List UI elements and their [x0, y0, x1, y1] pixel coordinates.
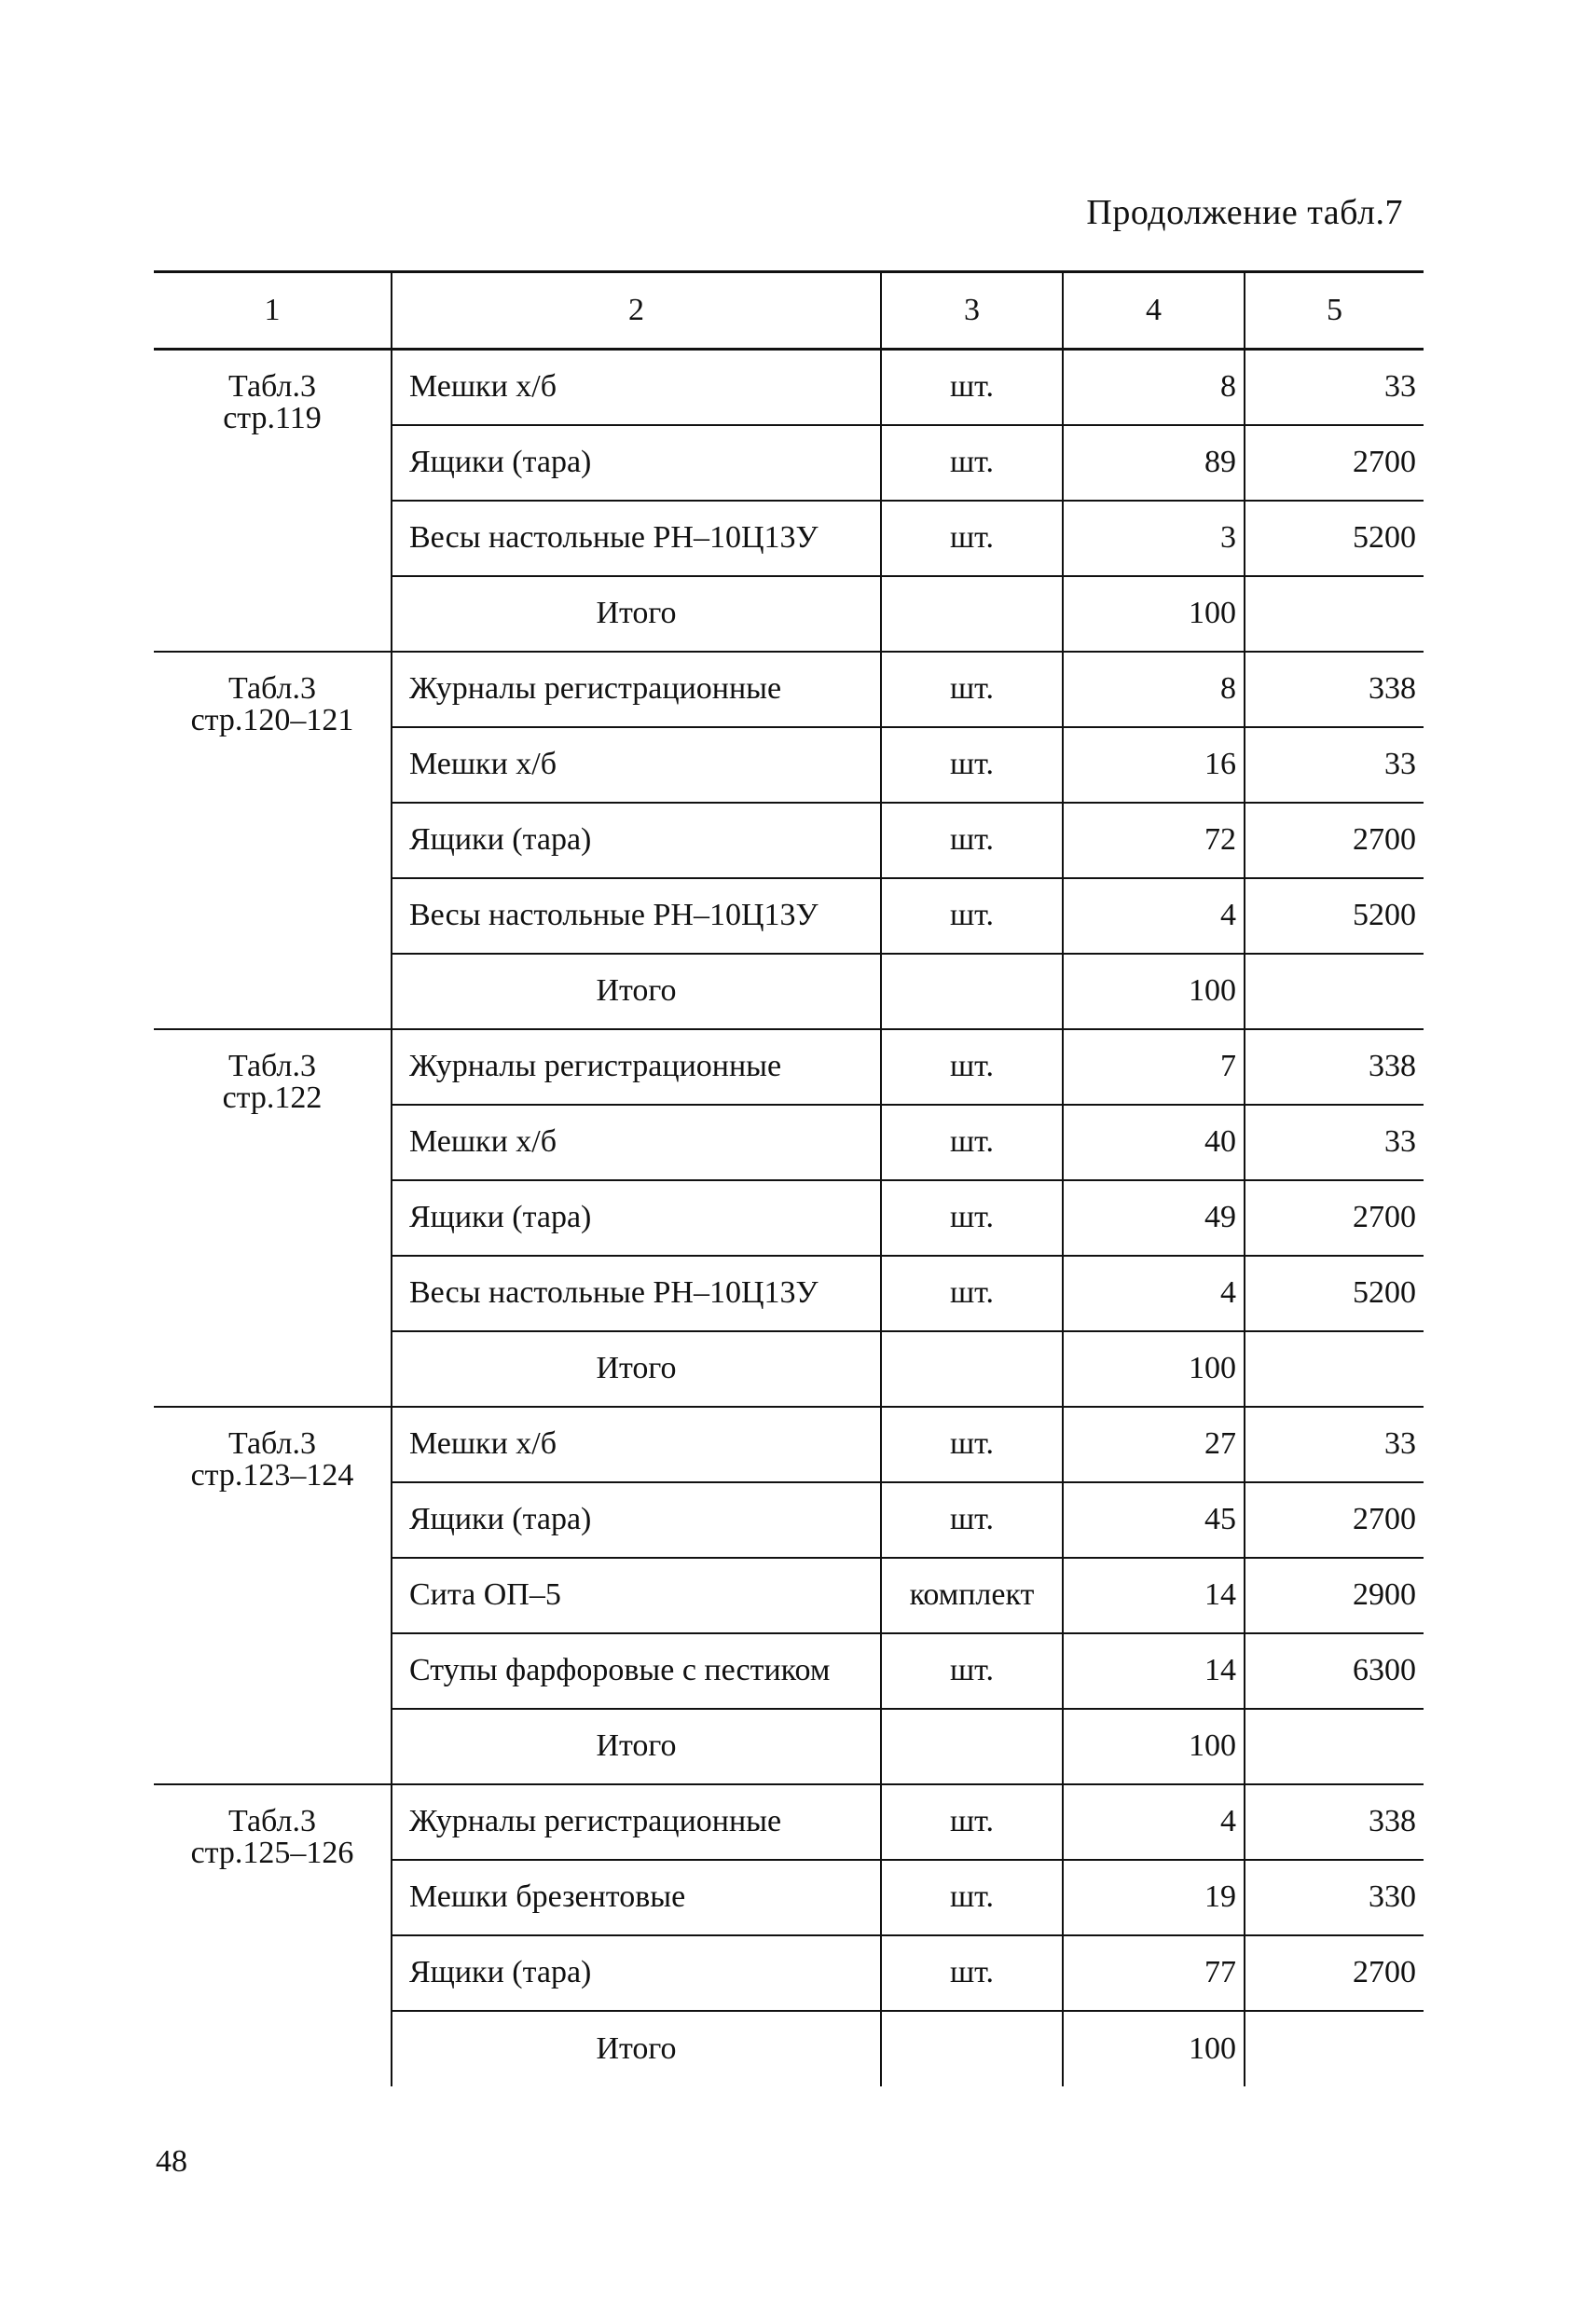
price-cell: 2700 — [1245, 1180, 1424, 1256]
quantity-cell: 19 — [1063, 1860, 1245, 1935]
unit-cell: шт. — [881, 1784, 1063, 1860]
source-reference-line: Табл.3 — [228, 1425, 316, 1461]
price-cell: 338 — [1245, 1784, 1424, 1860]
table-body — [154, 350, 1424, 2086]
price-cell: 5200 — [1245, 501, 1424, 576]
quantity-cell: 100 — [1063, 1709, 1245, 1784]
unit-cell: шт. — [881, 1633, 1063, 1709]
table-row — [154, 652, 1424, 727]
unit-cell: шт. — [881, 878, 1063, 954]
quantity-cell: 4 — [1063, 1784, 1245, 1860]
price-cell: 338 — [1245, 652, 1424, 727]
quantity-cell: 100 — [1063, 954, 1245, 1029]
source-reference-line: стр.123–124 — [190, 1457, 354, 1493]
item-name-cell: Мешки х/б — [392, 1105, 881, 1180]
price-cell: 5200 — [1245, 878, 1424, 954]
quantity-cell: 100 — [1063, 1331, 1245, 1407]
table-row — [154, 1784, 1424, 1860]
item-name-cell: Мешки х/б — [392, 1407, 881, 1482]
table-row — [154, 350, 1424, 425]
unit-cell: шт. — [881, 501, 1063, 576]
quantity-cell: 8 — [1063, 350, 1245, 425]
source-reference-cell — [154, 1407, 392, 1784]
column-header-5: 5 — [1245, 272, 1424, 350]
price-cell — [1245, 1709, 1424, 1784]
quantity-cell: 3 — [1063, 501, 1245, 576]
unit-cell: шт. — [881, 1482, 1063, 1558]
item-name-cell: Ящики (тара) — [392, 803, 881, 878]
item-name-cell: Ящики (тара) — [392, 1482, 881, 1558]
price-cell: 2900 — [1245, 1558, 1424, 1633]
price-cell: 330 — [1245, 1860, 1424, 1935]
total-label: Итого — [392, 954, 881, 1029]
table-header — [154, 272, 1424, 350]
item-name-cell: Мешки брезентовые — [392, 1860, 881, 1935]
quantity-cell: 4 — [1063, 1256, 1245, 1331]
item-name-cell: Журналы регистрационные — [392, 652, 881, 727]
price-cell: 33 — [1245, 1105, 1424, 1180]
unit-cell: шт. — [881, 1029, 1063, 1105]
quantity-cell: 49 — [1063, 1180, 1245, 1256]
unit-cell — [881, 954, 1063, 1029]
price-cell: 2700 — [1245, 425, 1424, 501]
unit-cell — [881, 1331, 1063, 1407]
quantity-cell: 16 — [1063, 727, 1245, 803]
item-name-cell: Мешки х/б — [392, 350, 881, 425]
source-reference-cell — [154, 1784, 392, 2086]
quantity-cell: 77 — [1063, 1935, 1245, 2011]
price-cell: 338 — [1245, 1029, 1424, 1105]
source-reference-line: Табл.3 — [228, 1048, 316, 1083]
unit-cell: шт. — [881, 803, 1063, 878]
price-cell — [1245, 576, 1424, 652]
total-label: Итого — [392, 576, 881, 652]
unit-cell: шт. — [881, 1180, 1063, 1256]
unit-cell — [881, 576, 1063, 652]
total-label: Итого — [392, 1709, 881, 1784]
table-row — [154, 1407, 1424, 1482]
item-name-cell: Мешки х/б — [392, 727, 881, 803]
header-row — [154, 272, 1424, 350]
item-name-cell: Ступы фарфоровые с пестиком — [392, 1633, 881, 1709]
table-continuation-heading: Продолжение табл.7 — [1086, 193, 1403, 232]
item-name-cell: Ящики (тара) — [392, 1180, 881, 1256]
column-header-4: 4 — [1063, 272, 1245, 350]
column-header-1: 1 — [154, 272, 392, 350]
item-name-cell: Журналы регистрационные — [392, 1784, 881, 1860]
item-name-cell: Весы настольные РН–10Ц13У — [392, 1256, 881, 1331]
quantity-cell: 8 — [1063, 652, 1245, 727]
quantity-cell: 100 — [1063, 576, 1245, 652]
item-name-cell: Весы настольные РН–10Ц13У — [392, 501, 881, 576]
source-reference-cell — [154, 1029, 392, 1407]
source-reference-line: Табл.3 — [228, 670, 316, 706]
item-name-cell: Весы настольные РН–10Ц13У — [392, 878, 881, 954]
source-reference-cell — [154, 350, 392, 652]
table-row — [154, 1029, 1424, 1105]
source-reference-line: стр.125–126 — [190, 1835, 354, 1870]
unit-cell — [881, 2011, 1063, 2086]
unit-cell: шт. — [881, 727, 1063, 803]
source-reference-line: стр.119 — [223, 401, 322, 435]
column-header-2: 2 — [392, 272, 881, 350]
quantity-cell: 7 — [1063, 1029, 1245, 1105]
total-label: Итого — [392, 2011, 881, 2086]
unit-cell: шт. — [881, 1407, 1063, 1482]
price-cell: 2700 — [1245, 1482, 1424, 1558]
unit-cell: шт. — [881, 1860, 1063, 1935]
price-cell: 33 — [1245, 727, 1424, 803]
quantity-cell: 100 — [1063, 2011, 1245, 2086]
unit-cell: шт. — [881, 1105, 1063, 1180]
page-number: 48 — [156, 2144, 187, 2179]
price-cell: 6300 — [1245, 1633, 1424, 1709]
item-name-cell: Сита ОП–5 — [392, 1558, 881, 1633]
source-reference-cell — [154, 652, 392, 1029]
source-reference-line: стр.122 — [222, 1080, 323, 1115]
source-reference-line: стр.120–121 — [190, 702, 354, 737]
item-name-cell: Ящики (тара) — [392, 1935, 881, 2011]
price-cell — [1245, 954, 1424, 1029]
quantity-cell: 45 — [1063, 1482, 1245, 1558]
quantity-cell: 4 — [1063, 878, 1245, 954]
unit-cell: шт. — [881, 1935, 1063, 2011]
unit-cell — [881, 1709, 1063, 1784]
unit-cell: шт. — [881, 350, 1063, 425]
unit-cell: шт. — [881, 652, 1063, 727]
item-name-cell: Ящики (тара) — [392, 425, 881, 501]
quantity-cell: 27 — [1063, 1407, 1245, 1482]
quantity-cell: 40 — [1063, 1105, 1245, 1180]
price-cell: 5200 — [1245, 1256, 1424, 1331]
price-cell — [1245, 2011, 1424, 2086]
quantity-cell: 14 — [1063, 1633, 1245, 1709]
unit-cell: комплект — [881, 1558, 1063, 1633]
source-reference-line: Табл.3 — [228, 369, 316, 404]
equipment-table — [154, 270, 1424, 2086]
unit-cell: шт. — [881, 425, 1063, 501]
quantity-cell: 72 — [1063, 803, 1245, 878]
quantity-cell: 14 — [1063, 1558, 1245, 1633]
source-reference-line: Табл.3 — [228, 1803, 316, 1838]
price-cell: 2700 — [1245, 803, 1424, 878]
price-cell — [1245, 1331, 1424, 1407]
price-cell: 33 — [1245, 350, 1424, 425]
price-cell: 33 — [1245, 1407, 1424, 1482]
column-header-3: 3 — [881, 272, 1063, 350]
unit-cell: шт. — [881, 1256, 1063, 1331]
item-name-cell: Журналы регистрационные — [392, 1029, 881, 1105]
total-label: Итого — [392, 1331, 881, 1407]
price-cell: 2700 — [1245, 1935, 1424, 2011]
quantity-cell: 89 — [1063, 425, 1245, 501]
